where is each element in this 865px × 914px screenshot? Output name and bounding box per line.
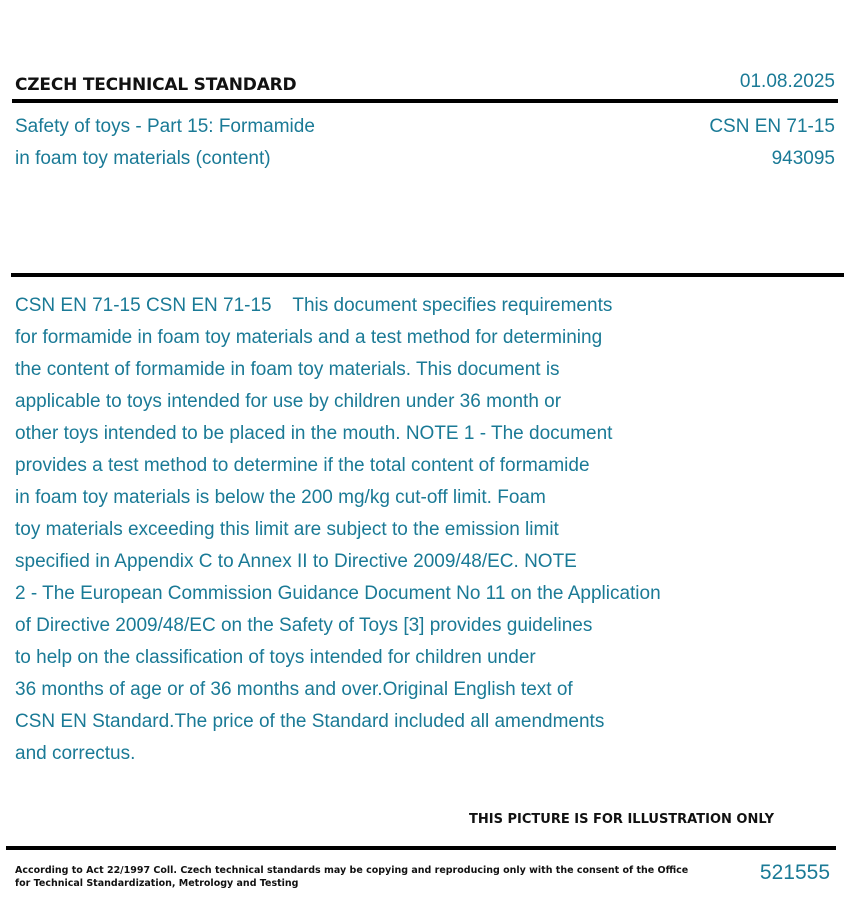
abstract-line: CSN EN 71-15 CSN EN 71-15 This document specifies requirements <box>15 295 613 316</box>
document-title-line-1: Safety of toys - Part 15: Formamide <box>15 116 315 137</box>
abstract-line: provides a test method to determine if the total content of formamide <box>15 455 590 476</box>
title-divider <box>11 273 844 277</box>
standard-code: CSN EN 71-15 <box>709 116 835 137</box>
catalog-number: 943095 <box>771 148 835 169</box>
abstract-line: and correctus. <box>15 743 136 764</box>
abstract-line: applicable to toys intended for use by children under 36 month or <box>15 391 562 412</box>
abstract-line: specified in Appendix C to Annex II to Directive 2009/48/EC. NOTE <box>15 551 577 572</box>
legal-notice-line-2: for Technical Standardization, Metrology and Testing <box>15 877 299 889</box>
abstract-line: to help on the classification of toys intended for children under <box>15 647 536 668</box>
publication-date: 01.08.2025 <box>739 71 835 92</box>
abstract-line: for formamide in foam toy materials and a test method for determining <box>15 327 603 348</box>
document-title-line-2: in foam toy materials (content) <box>15 148 271 169</box>
abstract-line: the content of formamide in foam toy materials. This document is <box>15 359 560 380</box>
legal-notice <box>15 865 688 890</box>
abstract-line: 2 - The European Commission Guidance Document No 11 on the Application <box>15 583 661 604</box>
abstract-line: 36 months of age or of 36 months and over.Original English text of <box>15 679 573 700</box>
illustration-disclaimer: THIS PICTURE IS FOR ILLUSTRATION ONLY <box>469 812 774 827</box>
standard-type-heading: CZECH TECHNICAL STANDARD <box>15 75 297 95</box>
abstract-line: toy materials exceeding this limit are subject to the emission limit <box>15 519 559 540</box>
footer-reference-number: 521555 <box>759 861 830 884</box>
abstract-text <box>15 290 795 770</box>
footer-divider <box>6 846 836 850</box>
header-divider <box>12 99 838 103</box>
abstract-line: of Directive 2009/48/EC on the Safety of Toys [3] provides guidelines <box>15 615 593 636</box>
abstract-line: CSN EN Standard.The price of the Standard included all amendments <box>15 711 605 732</box>
legal-notice-line-1: According to Act 22/1997 Coll. Czech technical standards may be copying and reproducing only with the consent of the Office <box>15 865 689 876</box>
abstract-line: in foam toy materials is below the 200 mg/kg cut-off limit. Foam <box>15 487 546 508</box>
abstract-line: other toys intended to be placed in the mouth. NOTE 1 - The document <box>15 423 613 444</box>
